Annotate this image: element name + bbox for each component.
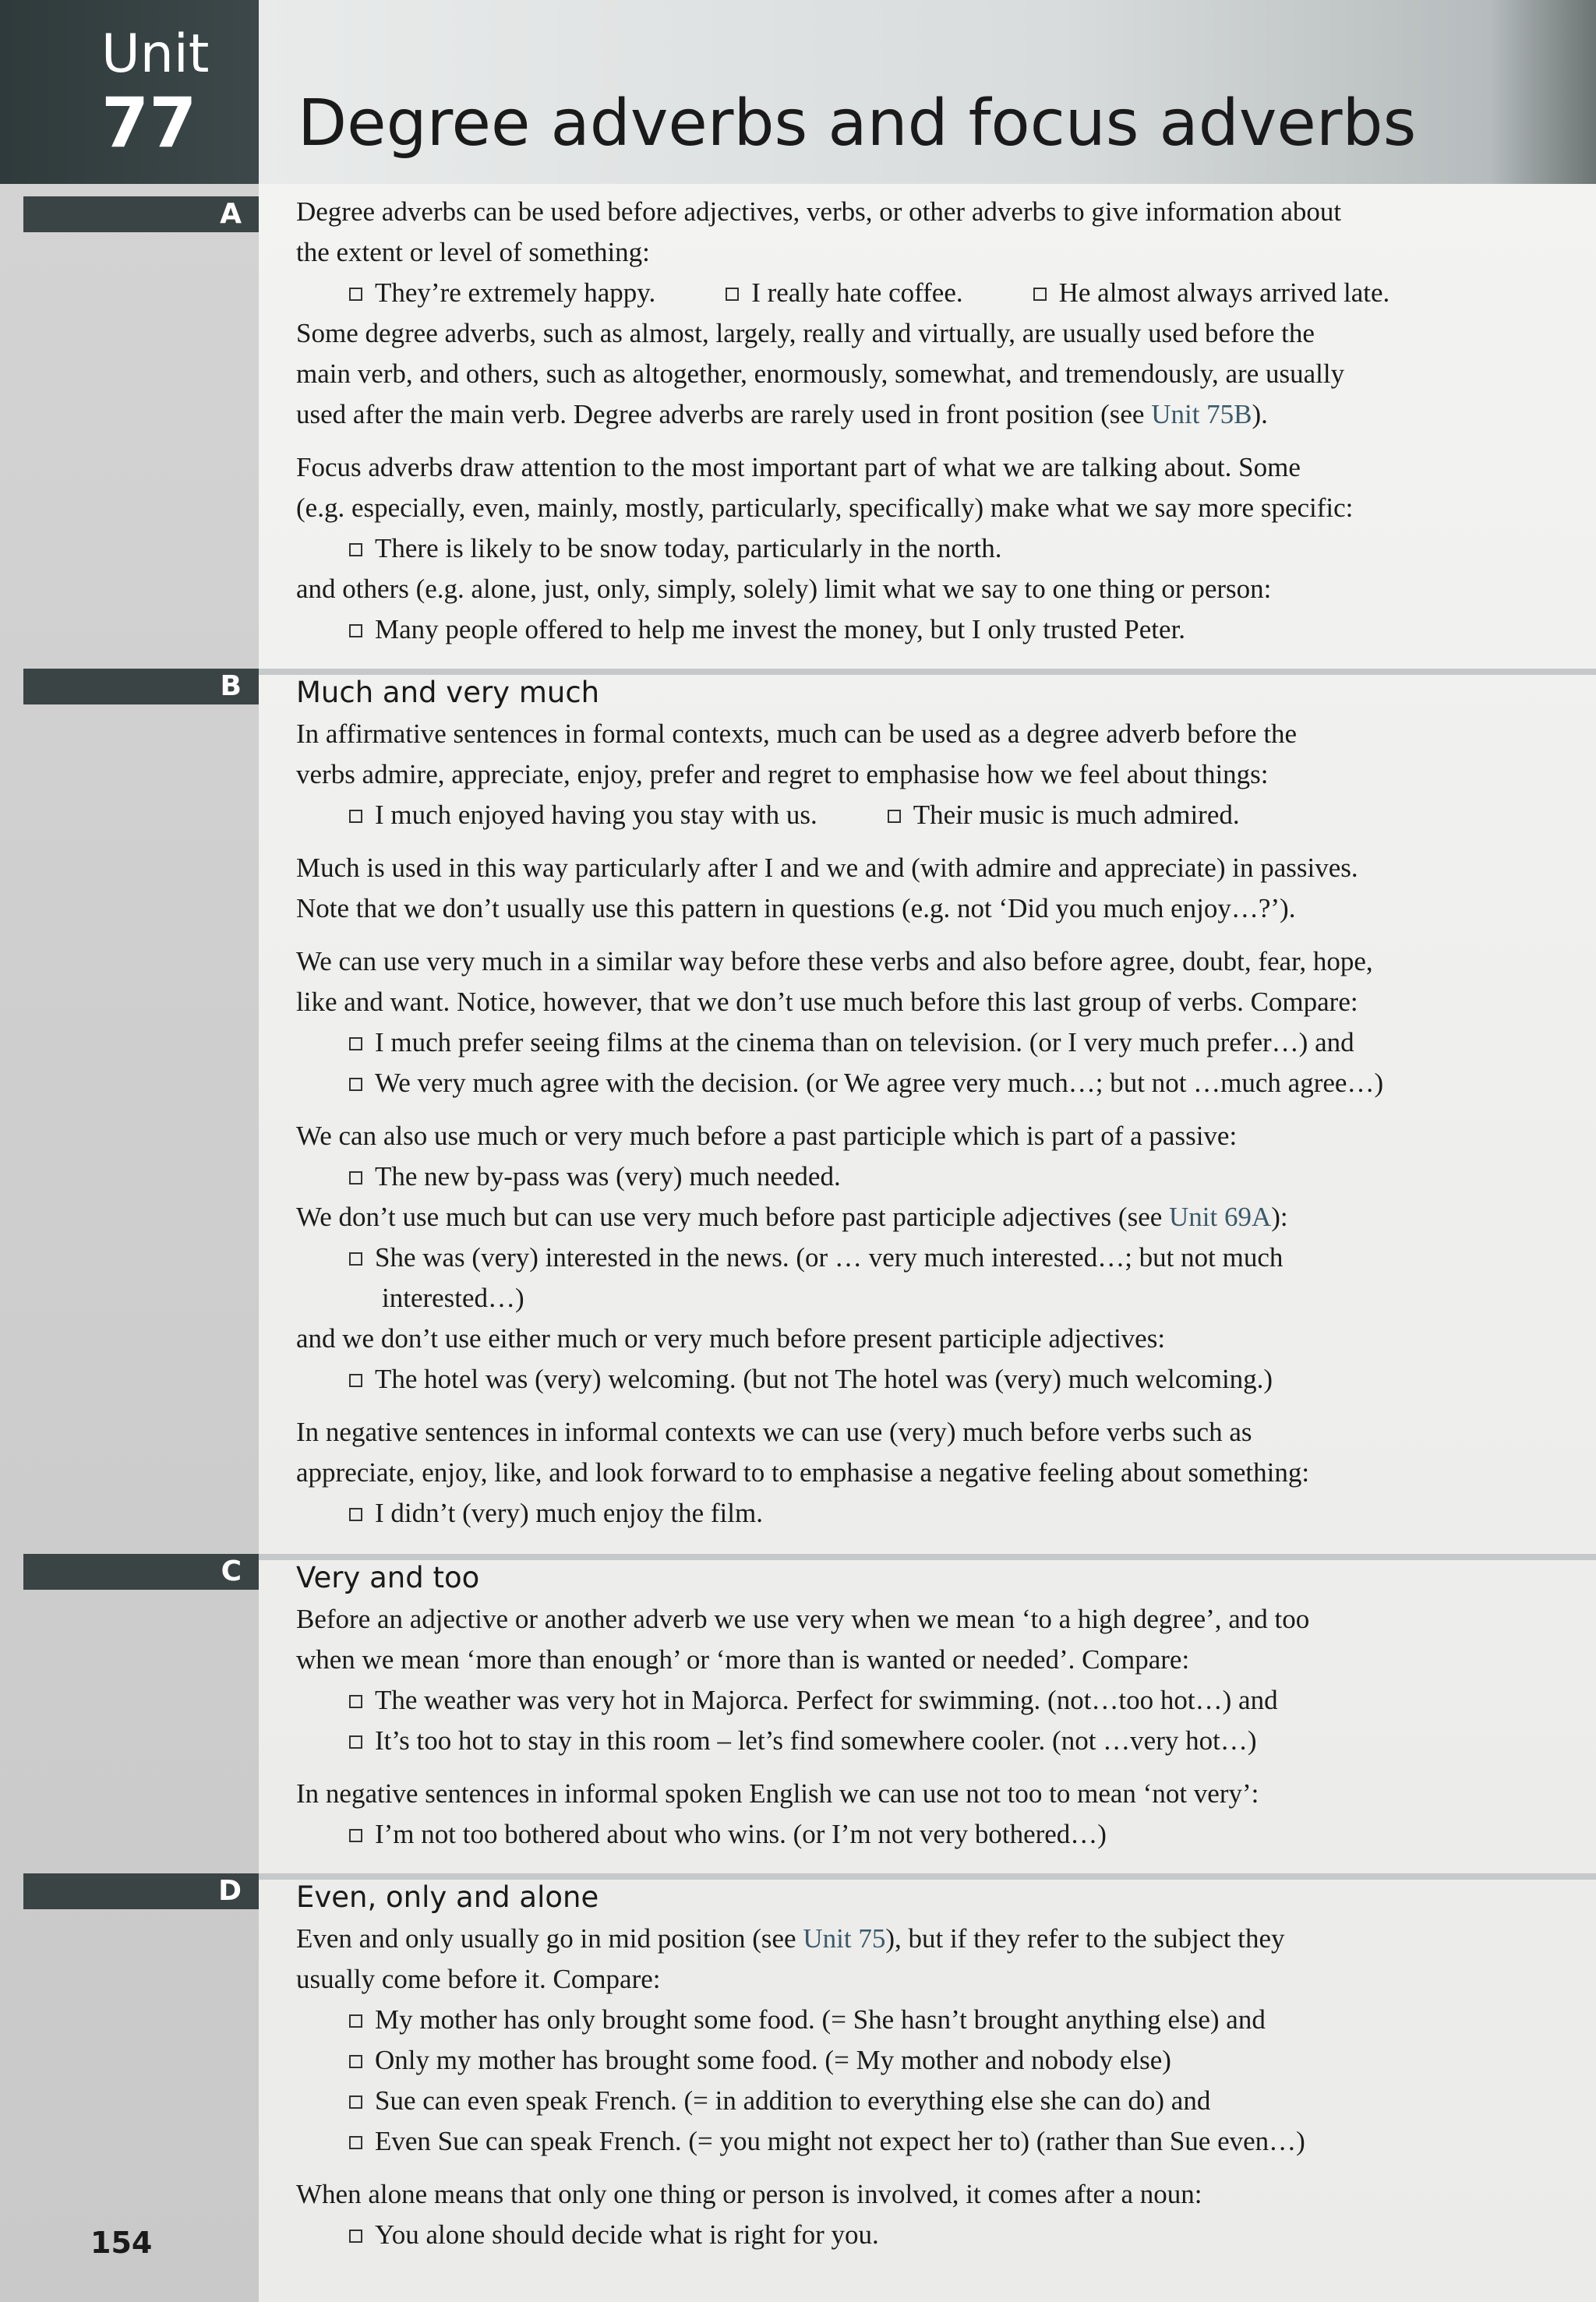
section-c-content	[296, 1557, 1590, 1855]
example: There is likely to be snow today, particularly in the north.	[375, 533, 1002, 563]
section-marker-a: A	[23, 196, 259, 232]
paragraph: when we mean ‘more than enough’ or ‘more than is wanted or needed’. Compare:	[296, 1644, 1190, 1675]
text: used after the main verb. Degree adverbs are rarely used in front position (see	[296, 399, 1152, 429]
text: ):	[1271, 1202, 1288, 1232]
checkbox-bullet-icon	[349, 1037, 362, 1050]
checkbox-bullet-icon	[726, 288, 739, 301]
example: Sue can even speak French. (= in addition to everything else she can do) and	[375, 2085, 1211, 2116]
paragraph: We can use very much in a similar way before these verbs and also before agree, doubt, fear, hope,	[296, 946, 1373, 976]
checkbox-bullet-icon	[349, 2095, 362, 2109]
example: The hotel was (very) welcoming. (but not The hotel was (very) much welcoming.)	[375, 1364, 1273, 1394]
paragraph: In negative sentences in informal spoken English we can use not too to mean ‘not very’:	[296, 1778, 1259, 1809]
section-heading: Even, only and alone	[296, 1880, 599, 1914]
paragraph: In affirmative sentences in formal contexts, much can be used as a degree adverb before the	[296, 718, 1298, 749]
paragraph: Note that we don’t usually use this pattern in questions (e.g. not ‘Did you much enjoy…?’).	[296, 893, 1296, 923]
example-row	[296, 1359, 1590, 1400]
example-row	[296, 2040, 1590, 2081]
example: She was (very) interested in the news. (or … very much interested…; but not much	[375, 1242, 1284, 1273]
example: I much enjoyed having you stay with us.	[375, 800, 817, 830]
paragraph: Much is used in this way particularly after I and we and (with admire and appreciate) in passives.	[296, 853, 1358, 883]
example: I didn’t (very) much enjoy the film.	[375, 1498, 763, 1528]
unit-reference-link[interactable]: Unit 75	[803, 1923, 886, 1954]
checkbox-bullet-icon	[349, 1508, 362, 1521]
checkbox-bullet-icon	[349, 1252, 362, 1266]
example: You alone should decide what is right for you.	[375, 2219, 879, 2250]
paragraph: the extent or level of something:	[296, 237, 650, 267]
section-heading: Much and very much	[296, 676, 600, 709]
paragraph: We can also use much or very much before a past participle which is part of a passive:	[296, 1121, 1238, 1151]
example-row	[296, 1156, 1590, 1197]
example-row	[296, 2215, 1590, 2255]
paragraph: Degree adverbs can be used before adjectives, verbs, or other adverbs to give information about	[296, 196, 1342, 227]
example-row	[296, 609, 1590, 650]
example: We very much agree with the decision. (or We agree very much…; but not …much agree…)	[375, 1068, 1384, 1098]
checkbox-bullet-icon	[349, 2014, 362, 2028]
paragraph: In negative sentences in informal contexts we can use (very) much before verbs such as	[296, 1417, 1252, 1447]
paragraph: usually come before it. Compare:	[296, 1964, 661, 1994]
example-continuation: interested…)	[382, 1283, 524, 1313]
checkbox-bullet-icon	[349, 1735, 362, 1749]
section-marker-d: D	[23, 1873, 259, 1909]
paragraph: and others (e.g. alone, just, only, simply, solely) limit what we say to one thing or person:	[296, 574, 1272, 604]
paragraph	[296, 1919, 1590, 1959]
paragraph: verbs admire, appreciate, enjoy, prefer and regret to emphasise how we feel about things:	[296, 759, 1269, 789]
example-row	[296, 273, 1590, 313]
section-b-content	[296, 672, 1590, 1534]
page-number: 154	[90, 2226, 153, 2260]
example: The weather was very hot in Majorca. Perfect for swimming. (not…too hot…) and	[375, 1685, 1278, 1715]
example-row	[296, 2121, 1590, 2162]
example-row	[296, 1063, 1590, 1103]
example: It’s too hot to stay in this room – let’s find somewhere cooler. (not …very hot…)	[375, 1725, 1257, 1756]
unit-box	[0, 0, 259, 184]
checkbox-bullet-icon	[349, 624, 362, 637]
unit-label: Unit	[101, 23, 210, 85]
checkbox-bullet-icon	[1033, 288, 1047, 301]
example: He almost always arrived late.	[1058, 277, 1390, 308]
example: The new by-pass was (very) much needed.	[375, 1161, 841, 1192]
checkbox-bullet-icon	[349, 810, 362, 823]
checkbox-bullet-icon	[349, 1695, 362, 1708]
unit-reference-link[interactable]: Unit 75B	[1151, 399, 1252, 429]
example: Their music is much admired.	[913, 800, 1240, 830]
paragraph: like and want. Notice, however, that we don’t use much before this last group of verbs. Compare:	[296, 987, 1358, 1017]
example: Many people offered to help me invest the money, but I only trusted Peter.	[375, 614, 1186, 644]
example-row	[296, 2081, 1590, 2121]
text: ), but if they refer to the subject they	[885, 1923, 1285, 1954]
checkbox-bullet-icon	[349, 1829, 362, 1842]
example-row	[296, 1022, 1590, 1063]
section-marker-b: B	[23, 669, 259, 704]
checkbox-bullet-icon	[349, 288, 362, 301]
checkbox-bullet-icon	[349, 1078, 362, 1091]
example: I much prefer seeing films at the cinema than on television. (or I very much prefer…) and	[375, 1027, 1354, 1057]
example: Only my mother has brought some food. (= My mother and nobody else)	[375, 2045, 1171, 2075]
title-bar	[259, 0, 1596, 184]
paragraph: appreciate, enjoy, like, and look forward to to emphasise a negative feeling about something:	[296, 1457, 1310, 1488]
example: My mother has only brought some food. (= She hasn’t brought anything else) and	[375, 2004, 1266, 2035]
example: I’m not too bothered about who wins. (or I’m not very bothered…)	[375, 1819, 1107, 1849]
checkbox-bullet-icon	[349, 2136, 362, 2149]
unit-reference-link[interactable]: Unit 69A	[1169, 1202, 1272, 1232]
paragraph: and we don’t use either much or very much before present participle adjectives:	[296, 1323, 1166, 1354]
example-row	[296, 1814, 1590, 1855]
paragraph: Focus adverbs draw attention to the most important part of what we are talking about. Some	[296, 452, 1301, 482]
example-row	[296, 2000, 1590, 2040]
checkbox-bullet-icon	[349, 1171, 362, 1185]
text: We don’t use much but can use very much before past participle adjectives (see	[296, 1202, 1170, 1232]
example-row	[296, 795, 1590, 835]
example: Even Sue can speak French. (= you might not expect her to) (rather than Sue even…)	[375, 2126, 1305, 2156]
checkbox-bullet-icon	[888, 810, 901, 823]
example-row	[296, 1493, 1590, 1534]
sidebar	[0, 0, 259, 2302]
section-a-content	[296, 192, 1590, 650]
paragraph: Some degree adverbs, such as almost, largely, really and virtually, are usually used before the	[296, 318, 1315, 348]
paragraph	[296, 1197, 1590, 1238]
text: Even and only usually go in mid position (see	[296, 1923, 803, 1954]
paragraph: Before an adjective or another adverb we use very when we mean ‘to a high degree’, and too	[296, 1604, 1310, 1634]
example-row	[296, 1680, 1590, 1721]
paragraph: (e.g. especially, even, mainly, mostly, particularly, specifically) make what we say more specific:	[296, 493, 1354, 523]
section-d-content	[296, 1877, 1590, 2255]
checkbox-bullet-icon	[349, 543, 362, 556]
example: They’re extremely happy.	[375, 277, 656, 308]
paragraph	[296, 394, 1590, 435]
checkbox-bullet-icon	[349, 2055, 362, 2068]
page-title: Degree adverbs and focus adverbs	[298, 87, 1417, 161]
text: ).	[1252, 399, 1268, 429]
unit-number: 77	[101, 83, 197, 163]
section-heading: Very and too	[296, 1561, 480, 1594]
example-row	[296, 1238, 1590, 1278]
paragraph: main verb, and others, such as altogether, enormously, somewhat, and tremendously, are usually	[296, 358, 1345, 389]
example: I really hate coffee.	[751, 277, 963, 308]
example-row	[296, 1721, 1590, 1761]
paragraph: When alone means that only one thing or person is involved, it comes after a noun:	[296, 2179, 1202, 2209]
checkbox-bullet-icon	[349, 1374, 362, 1387]
example-row	[296, 528, 1590, 569]
section-marker-c: C	[23, 1554, 259, 1590]
checkbox-bullet-icon	[349, 2230, 362, 2243]
